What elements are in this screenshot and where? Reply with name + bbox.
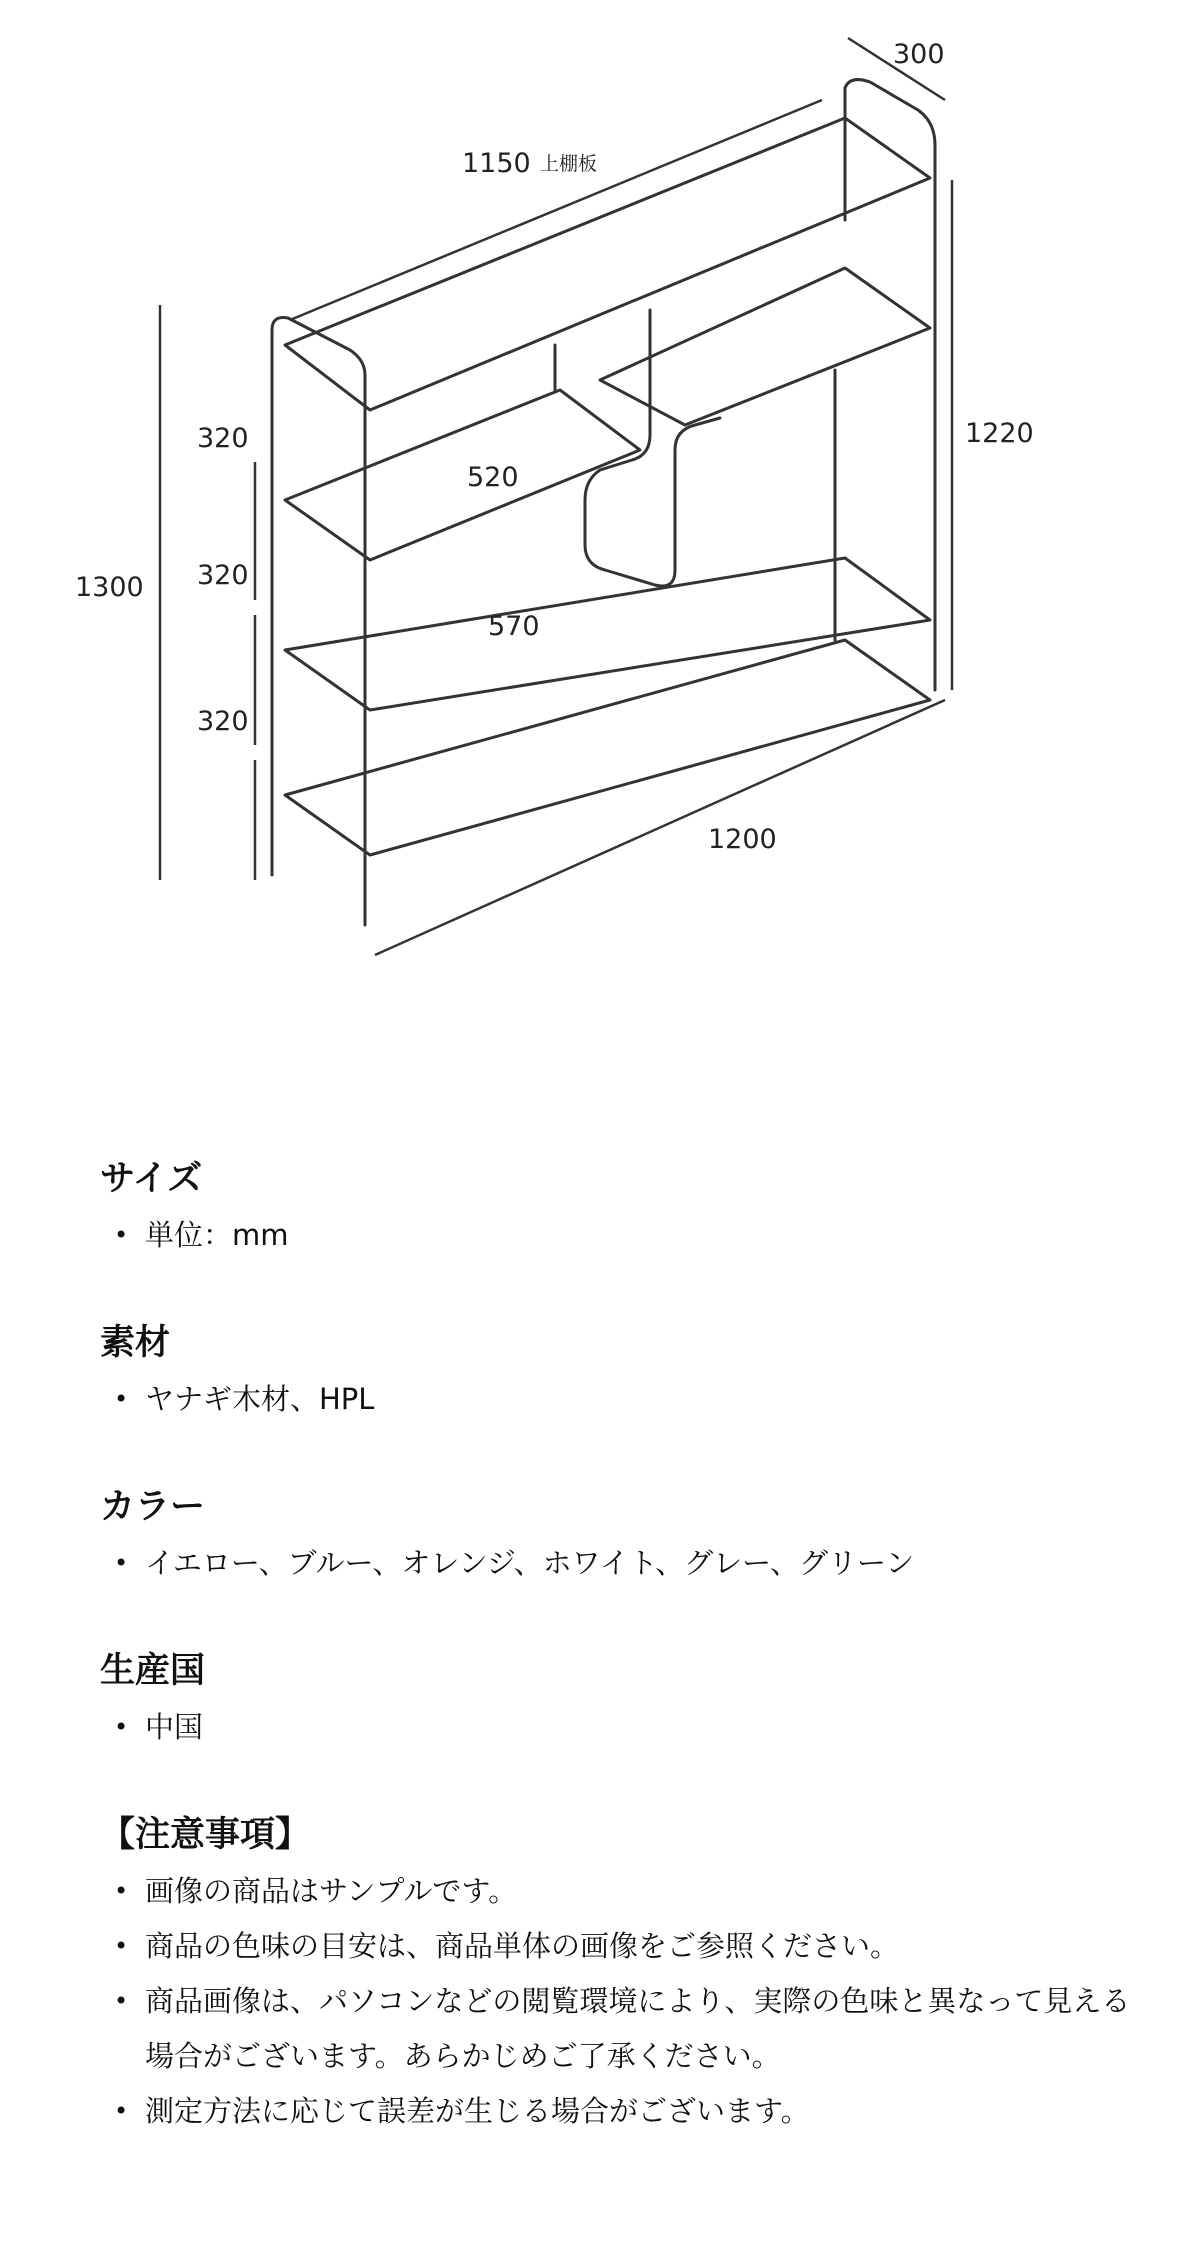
size-section [100,1150,1140,1263]
low-shelf-label: 570 [488,611,540,642]
depth-label: 300 [893,39,945,70]
total-height-label: 1300 [75,572,144,603]
shelf-dimension-diagram [0,0,1200,980]
list-item: • 商品の色味の目安は、商品単体の画像をご参照ください。 [100,1919,1140,1974]
section-title: 素材 [100,1323,171,1363]
origin-section [100,1642,1140,1755]
bottom-width-dim-line [375,700,945,955]
right-height-label: 1220 [965,418,1034,449]
spacing-label-3: 320 [197,706,249,737]
product-info [100,1150,1140,2139]
list-item: • 測定方法に応じて誤差が生じる場合がございます。 [100,2084,1140,2139]
section-title: サイズ [100,1159,203,1199]
center-divider [585,310,720,586]
section-title: カラー [100,1487,206,1527]
material-section [100,1314,1140,1427]
list-item: • イエロー、ブルー、オレンジ、ホワイト、グレー、グリーン [100,1536,1140,1591]
spacing-label-1: 320 [197,423,249,454]
section-title: 生産国 [100,1651,206,1691]
total-width-label: 1200 [708,824,777,855]
notes-section [100,1806,1140,2139]
list-item: • 単位：mm [100,1208,1140,1263]
mid-shelf-label: 520 [467,462,519,493]
left-front-frame [272,318,365,926]
top-width-note: 上棚板 [540,153,598,175]
spacing-label-2: 320 [197,560,249,591]
list-item: • ヤナギ木材、HPL [100,1372,1140,1427]
lower-shelf [285,558,930,710]
list-item: • 画像の商品はサンプルです。 [100,1864,1140,1919]
middle-left-shelf [285,390,640,560]
list-item: • 商品画像は、パソコンなどの閲覧環境により、実際の色味と異なって見える場合がございます。あらかじめご了承ください。 [100,1974,1140,2084]
top-width-dim-line [290,100,822,320]
top-width-label: 1150 [462,148,531,179]
color-section [100,1478,1140,1591]
section-title: 【注意事項】 [100,1815,311,1855]
list-item: • 中国 [100,1700,1140,1755]
shelf-drawing [0,0,1200,980]
